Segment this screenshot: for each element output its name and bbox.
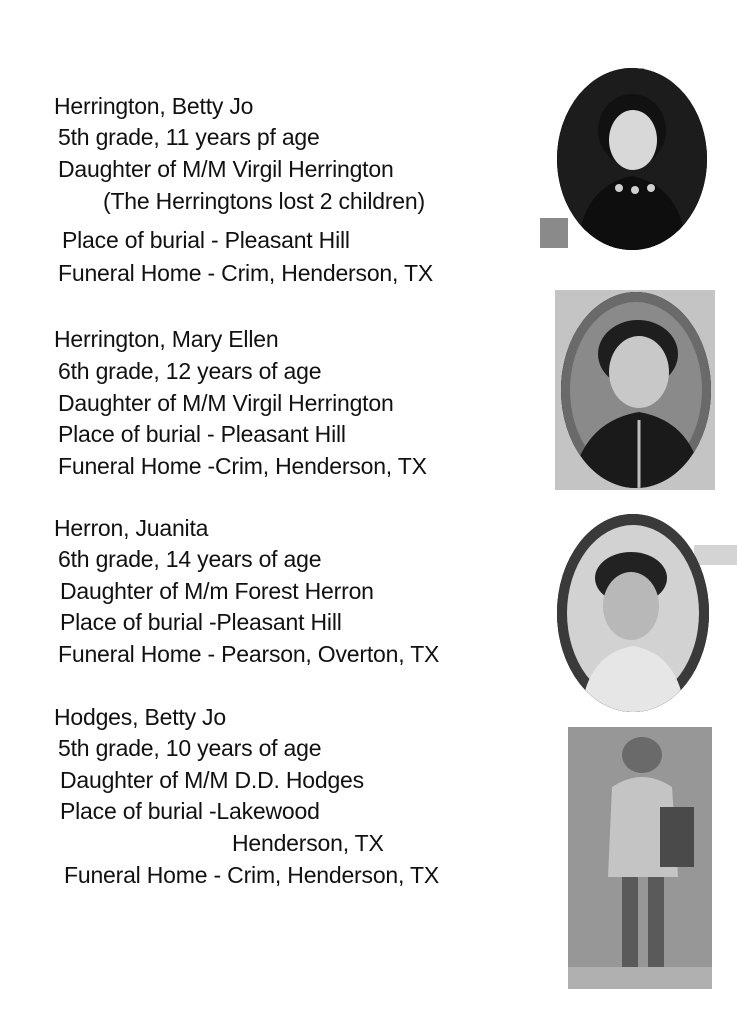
entry-funeral-home: Funeral Home - Crim, Henderson, TX bbox=[64, 862, 439, 888]
entry-name: Herrington, Betty Jo bbox=[54, 93, 254, 119]
portrait-photo bbox=[557, 514, 709, 712]
entry-funeral-home: Funeral Home - Pearson, Overton, TX bbox=[58, 641, 440, 667]
portrait-girl-icon bbox=[557, 68, 707, 250]
entry-parents: Daughter of M/M D.D. Hodges bbox=[60, 767, 364, 793]
entry-burial: Place of burial -Lakewood bbox=[60, 798, 320, 824]
entry-name: Herron, Juanita bbox=[54, 515, 209, 541]
photo-scrap bbox=[694, 545, 737, 565]
photo-scrap bbox=[540, 218, 568, 248]
entry-burial: Place of burial - Pleasant Hill bbox=[62, 227, 350, 253]
entry-name: Hodges, Betty Jo bbox=[54, 704, 226, 730]
entry-burial-location: Henderson, TX bbox=[232, 830, 384, 856]
entry-note: (The Herringtons lost 2 children) bbox=[103, 188, 425, 214]
entry-name: Herrington, Mary Ellen bbox=[54, 326, 279, 352]
entry-funeral-home: Funeral Home - Crim, Henderson, TX bbox=[58, 260, 433, 286]
entry-parents: Daughter of M/m Forest Herron bbox=[60, 578, 374, 604]
portrait-photo bbox=[557, 68, 707, 250]
entry-grade-age: 6th grade, 14 years of age bbox=[58, 546, 322, 572]
child-figure-icon bbox=[568, 727, 712, 989]
entry-grade-age: 6th grade, 12 years of age bbox=[58, 358, 322, 384]
entry-burial: Place of burial -Pleasant Hill bbox=[60, 609, 342, 635]
entry-grade-age: 5th grade, 10 years of age bbox=[58, 735, 322, 761]
entry-parents: Daughter of M/M Virgil Herrington bbox=[58, 390, 394, 416]
snapshot-photo bbox=[568, 727, 712, 989]
portrait-girl-icon bbox=[561, 292, 711, 488]
portrait-photo bbox=[561, 292, 711, 488]
entry-grade-age: 5th grade, 11 years pf age bbox=[58, 124, 320, 150]
entry-funeral-home: Funeral Home -Crim, Henderson, TX bbox=[58, 453, 427, 479]
entry-burial: Place of burial - Pleasant Hill bbox=[58, 421, 346, 447]
portrait-girl-icon bbox=[557, 514, 709, 712]
entry-parents: Daughter of M/M Virgil Herrington bbox=[58, 156, 394, 182]
